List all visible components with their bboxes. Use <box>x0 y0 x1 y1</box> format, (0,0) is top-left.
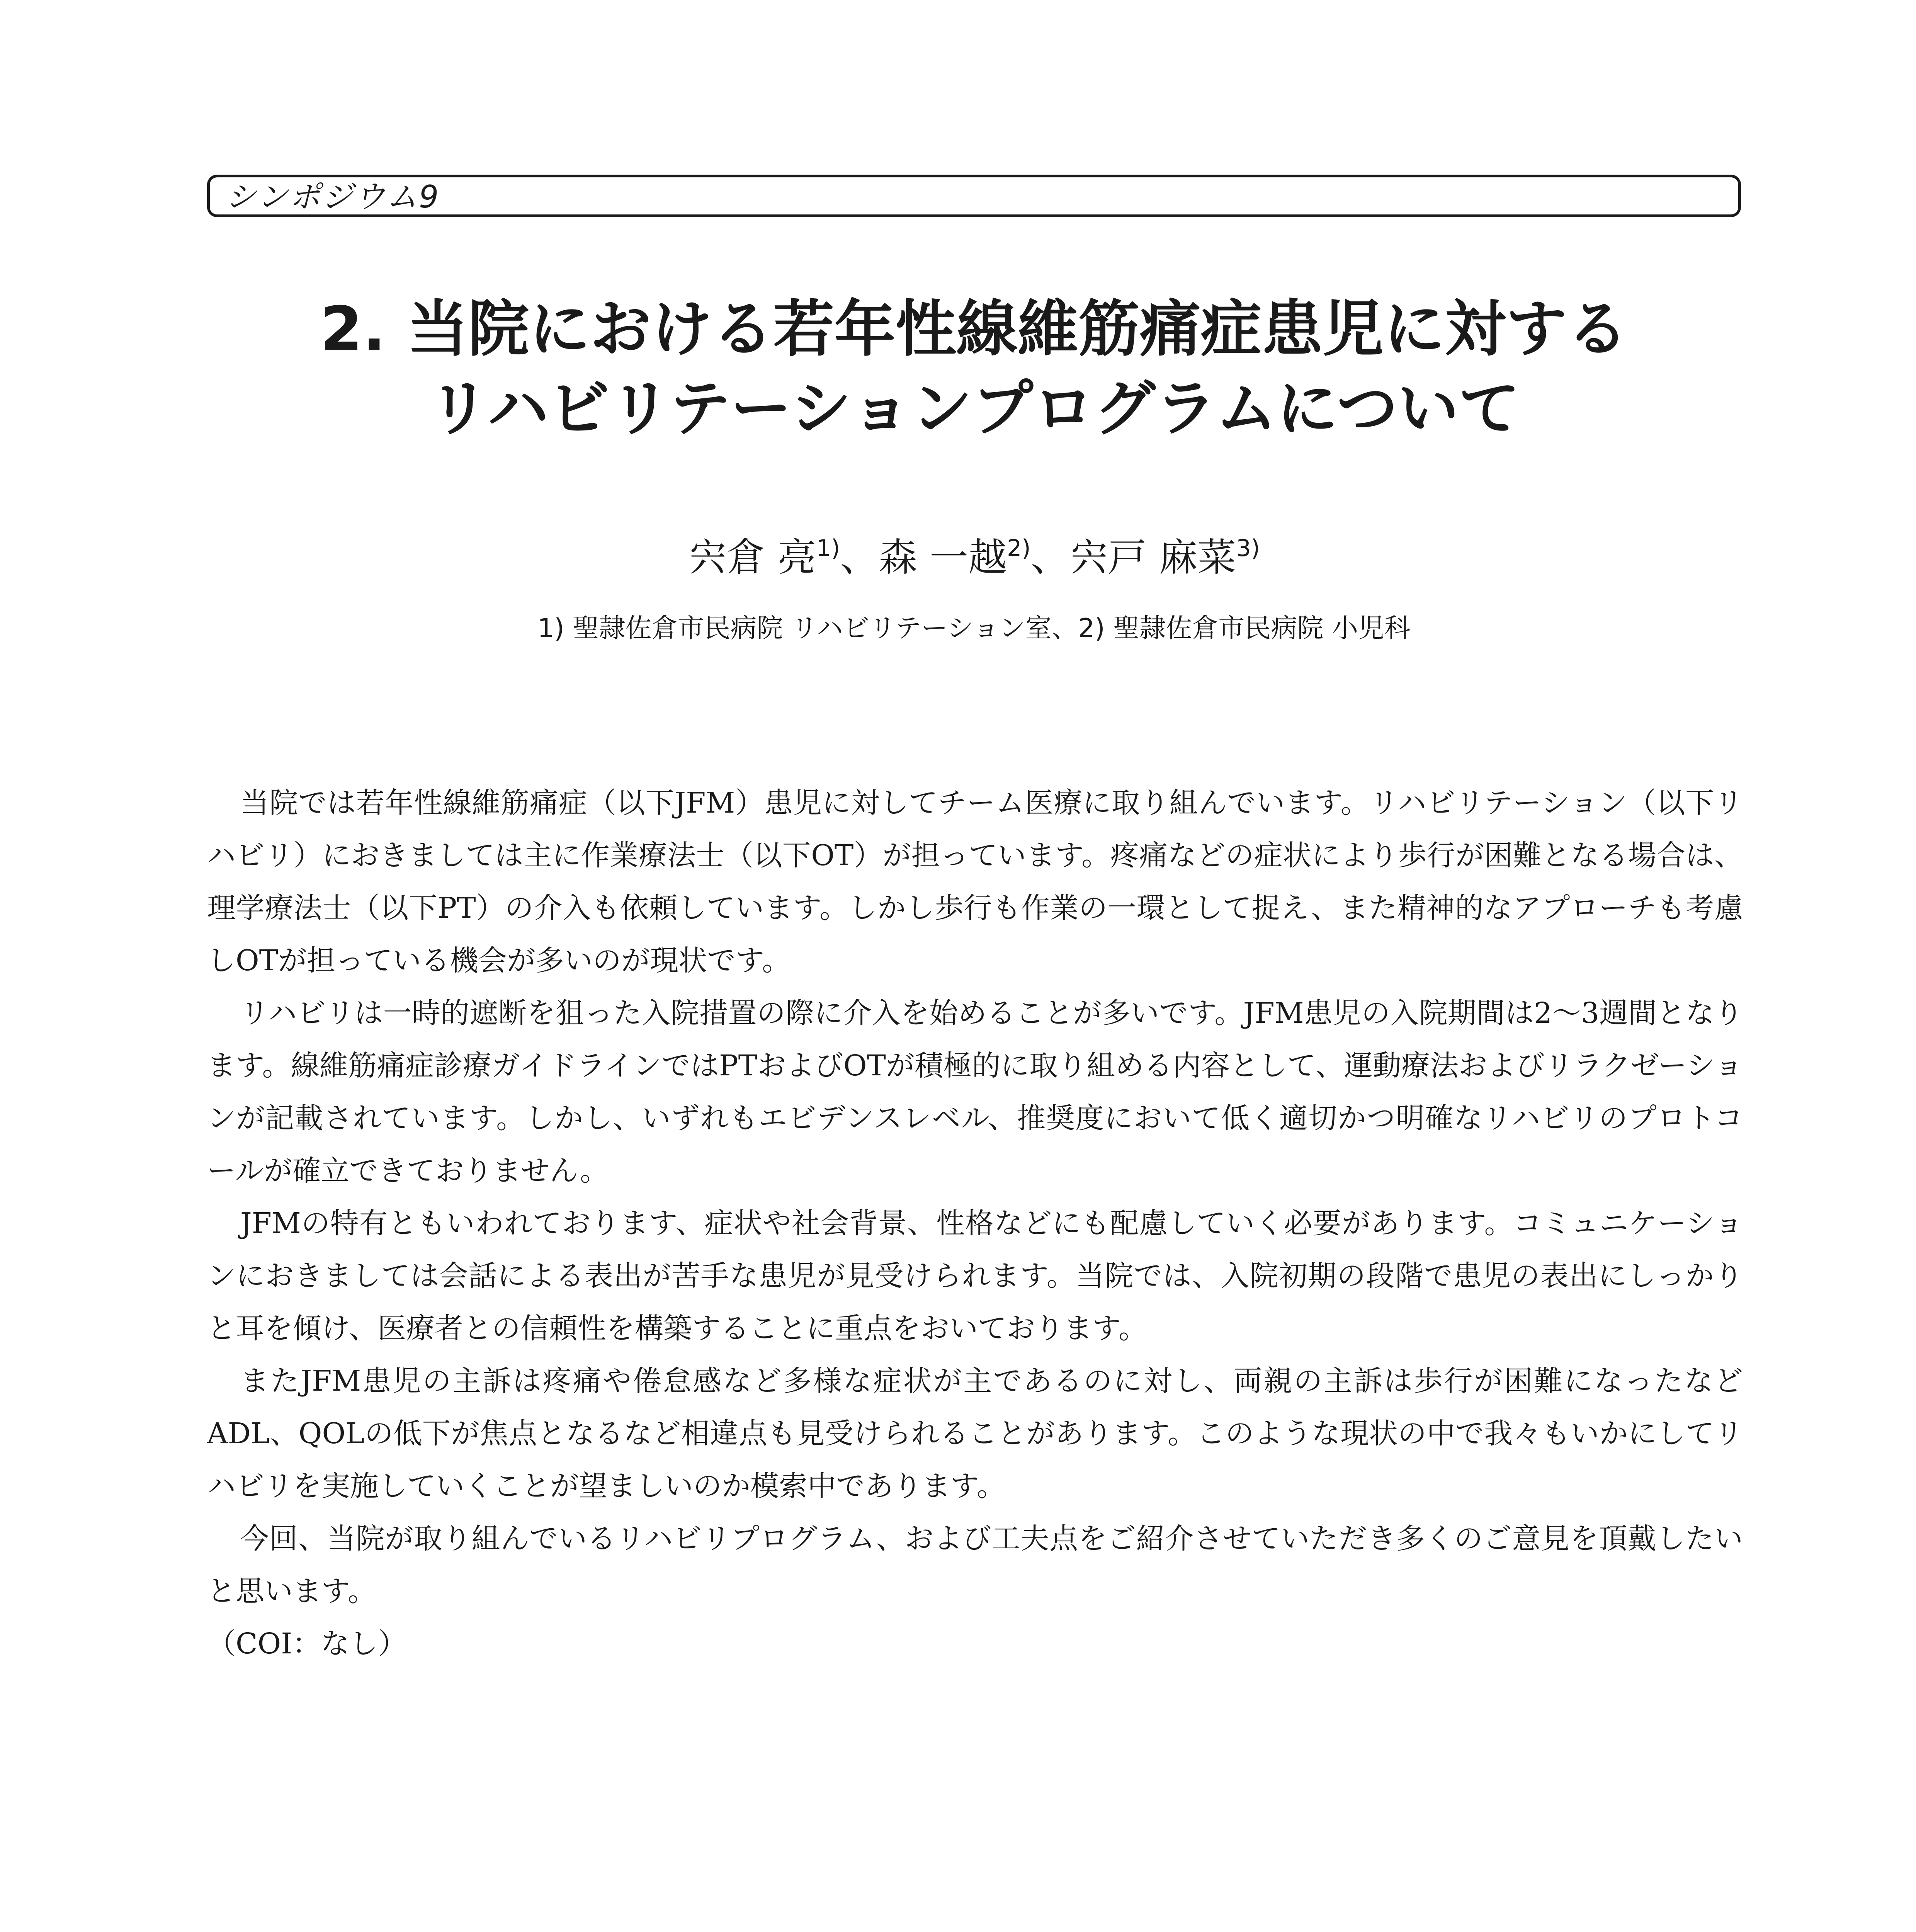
paper-title-line-1: 2. 当院における若年性線維筋痛症患児に対する <box>320 294 1628 365</box>
author-list <box>207 532 1741 583</box>
paper-title-line-2: リハビリテーションプログラムについて <box>428 373 1520 444</box>
abstract-paragraph: リハビリは一時的遮断を狙った入院措置の際に介入を始めることが多いです。JFM患児の入院期間は2～3週間となります。線維筋痛症診療ガイドラインではPTおよびOTが積極的に取り組める内容として、運動療法およびリラクゼーションが記載されています。しかし、いずれもエビデンスレベル、推奨度において低く適切かつ明確なリハビリのプロトコールが確立できておりません。 <box>207 997 1743 1187</box>
abstract-paragraph: JFMの特有ともいわれております、症状や社会背景、性格などにも配慮していく必要があります。コミュニケーションにおきましては会話による表出が苦手な患児が見受けられます。当院では、入院初期の段階で患児の表出にしっかりと耳を傾け、医療者との信頼性を構築することに重点をおいております。 <box>207 1207 1743 1345</box>
abstract-paragraph: またJFM患児の主訴は疼痛や倦怠感など多様な症状が主であるのに対し、両親の主訴は歩行が困難になったなどADL、QOLの低下が焦点となるなど相違点も見受けられることがあります。このような現状の中で我々もいかにしてリハビリを実施していくことが望ましいのか模索中であります。 <box>207 1364 1743 1503</box>
abstract-paragraph: 当院では若年性線維筋痛症（以下JFM）患児に対してチーム医療に取り組んでいます。リハビリテーション（以下リハビリ）におきましては主に作業療法士（以下OT）が担っています。疼痛などの症状により歩行が困難となる場合は、理学療法士（以下PT）の介入も依頼しています。しかし歩行も作業の一環として捉え、また精神的なアプローチも考慮しOTが担っている機会が多いのが現状です。 <box>207 786 1743 977</box>
author-affiliation-mark: 1) <box>816 535 840 562</box>
author-separator: 、 <box>1030 535 1069 580</box>
author-name: 森 一越 <box>879 535 1007 580</box>
abstract-paragraph: 今回、当院が取り組んでいるリハビリプログラム、および工夫点をご紹介させていただき多くのご意見を頂戴したいと思います。 <box>207 1522 1743 1608</box>
author-affiliation-mark: 3) <box>1236 535 1260 562</box>
author-separator: 、 <box>840 535 879 580</box>
coi-statement: （COI：なし） <box>207 1627 407 1660</box>
author-affiliation-mark: 2) <box>1007 535 1031 562</box>
section-label: シンポジウム9 <box>225 179 440 215</box>
abstract-body <box>207 777 1743 1670</box>
section-header-bar <box>207 175 1741 217</box>
author-name: 宍戸 麻菜 <box>1069 535 1236 580</box>
affiliations: 1) 聖隷佐倉市民病院 リハビリテーション室、2) 聖隷佐倉市民病院 小児科 <box>537 613 1411 644</box>
author-name: 宍倉 亮 <box>688 535 816 580</box>
